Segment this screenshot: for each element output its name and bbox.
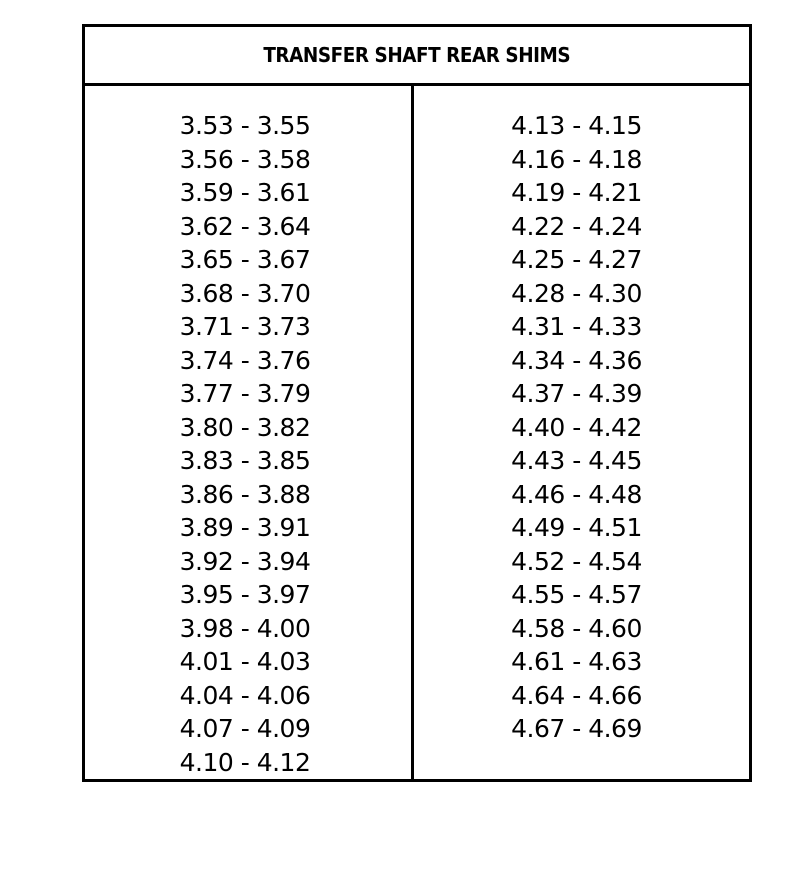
- shim-range-item: 3.89 - 3.91: [179, 513, 311, 542]
- shim-table: [82, 24, 752, 782]
- shim-range-item: 4.37 - 4.39: [511, 379, 642, 408]
- shim-range-item: 4.64 - 4.66: [511, 680, 642, 710]
- shim-range-item: 4.28 - 4.30: [511, 278, 642, 308]
- shim-range-item: 3.95 - 3.97: [179, 580, 311, 609]
- shim-range-item: 3.56 - 3.58: [179, 144, 311, 174]
- left-range-list: [85, 109, 411, 779]
- shim-range-item: 4.10 - 4.12: [179, 747, 311, 777]
- shim-range-item: 4.67 - 4.69: [511, 714, 642, 743]
- shim-range-item: 4.52 - 4.54: [511, 546, 642, 576]
- shim-range-item: 3.74 - 3.76: [179, 345, 311, 375]
- shim-range-item: 3.80 - 3.82: [179, 412, 311, 442]
- shim-range-item: 4.49 - 4.51: [511, 513, 642, 542]
- shim-range-item: 4.04 - 4.06: [179, 680, 311, 710]
- table-title: TRANSFER SHAFT REAR SHIMS: [263, 43, 571, 67]
- shim-range-item: 4.22 - 4.24: [511, 211, 642, 241]
- table-header: [85, 27, 749, 86]
- shim-range-item: 4.34 - 4.36: [511, 345, 642, 375]
- shim-range-item: 3.59 - 3.61: [179, 178, 311, 207]
- shim-range-item: 4.40 - 4.42: [511, 412, 642, 442]
- shim-range-item: 3.98 - 4.00: [179, 613, 311, 643]
- shim-range-item: 4.07 - 4.09: [179, 714, 311, 743]
- shim-range-item: 3.71 - 3.73: [179, 312, 311, 341]
- shim-range-item: 4.01 - 4.03: [179, 647, 311, 676]
- shim-range-item: 3.77 - 3.79: [179, 379, 311, 408]
- shim-range-item: 4.25 - 4.27: [511, 245, 642, 274]
- shim-range-item: 3.68 - 3.70: [179, 278, 311, 308]
- shim-range-item: 3.53 - 3.55: [179, 111, 311, 140]
- shim-range-item: 4.19 - 4.21: [511, 178, 642, 207]
- shim-range-item: 4.46 - 4.48: [511, 479, 642, 509]
- shim-range-item: 4.13 - 4.15: [511, 111, 642, 140]
- shim-range-item: 3.92 - 3.94: [179, 546, 311, 576]
- shim-range-item: 3.83 - 3.85: [179, 446, 311, 475]
- shim-range-item: 3.86 - 3.88: [179, 479, 311, 509]
- shim-range-item: 4.61 - 4.63: [511, 647, 642, 676]
- shim-range-item: 3.65 - 3.67: [179, 245, 311, 274]
- right-column: [414, 86, 749, 779]
- shim-range-item: 4.58 - 4.60: [511, 613, 642, 643]
- right-range-list: [414, 109, 749, 746]
- shim-range-item: 3.62 - 3.64: [179, 211, 311, 241]
- shim-range-item: 4.43 - 4.45: [511, 446, 642, 475]
- shim-range-item: 4.31 - 4.33: [511, 312, 642, 341]
- shim-range-item: 4.55 - 4.57: [511, 580, 642, 609]
- shim-range-item: 4.16 - 4.18: [511, 144, 642, 174]
- left-column: [85, 86, 414, 779]
